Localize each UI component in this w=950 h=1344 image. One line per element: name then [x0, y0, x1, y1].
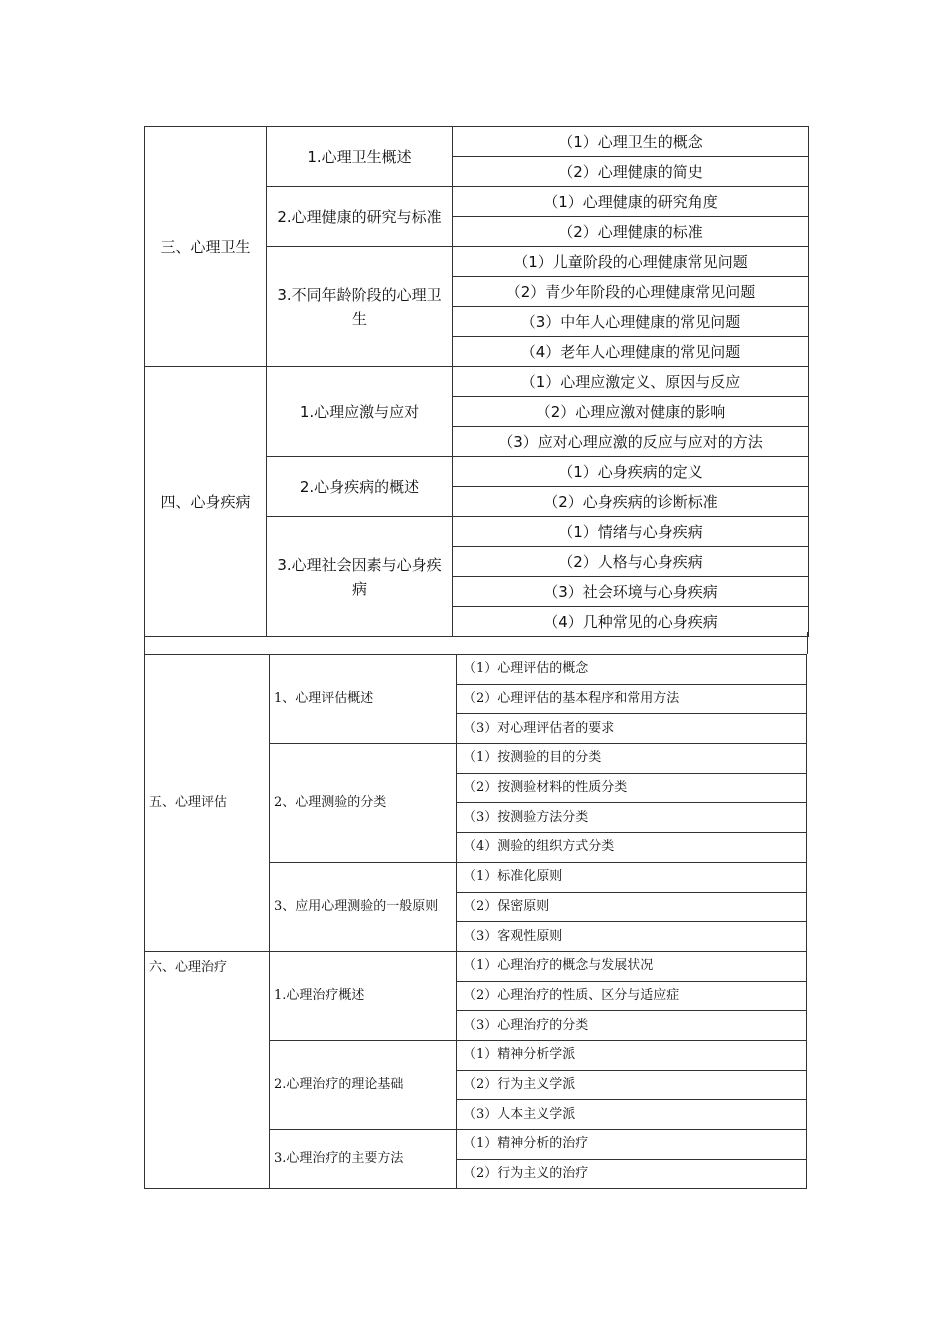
table-row [145, 127, 809, 157]
syllabus-table-lower [144, 654, 807, 1189]
topic-item: （2）心身疾病的诊断标准 [453, 487, 809, 517]
section-title: 四、心身疾病 [145, 367, 267, 637]
topic-item: （1）按测验的目的分类 [457, 744, 807, 774]
subsection-title: 2.心身疾病的概述 [267, 457, 453, 517]
subsection-title: 1.心理应激与应对 [267, 367, 453, 457]
topic-item: （3）心理治疗的分类 [457, 1011, 807, 1041]
topic-item: （2）按测验材料的性质分类 [457, 773, 807, 803]
subsection-title: 2.心理健康的研究与标准 [267, 187, 453, 247]
topic-item: （2）青少年阶段的心理健康常见问题 [453, 277, 809, 307]
topic-item: （3）社会环境与心身疾病 [453, 577, 809, 607]
section-title: 三、心理卫生 [145, 127, 267, 367]
topic-item: （2）人格与心身疾病 [453, 547, 809, 577]
topic-item: （1）心理健康的研究角度 [453, 187, 809, 217]
section-title: 六、心理治疗 [145, 951, 270, 1189]
topic-item: （3）客观性原则 [457, 922, 807, 952]
topic-item: （1）精神分析的治疗 [457, 1130, 807, 1160]
topic-item: （2）心理健康的标准 [453, 217, 809, 247]
subsection-title: 2、心理测验的分类 [270, 744, 457, 863]
table-row [145, 655, 807, 685]
topic-item: （2）行为主义的治疗 [457, 1159, 807, 1189]
subsection-title: 3.心理治疗的主要方法 [270, 1130, 457, 1189]
topic-item: （2）心理应激对健康的影响 [453, 397, 809, 427]
topic-item: （1）心理评估的概念 [457, 655, 807, 685]
topic-item: （3）中年人心理健康的常见问题 [453, 307, 809, 337]
subsection-title: 1.心理治疗概述 [270, 951, 457, 1040]
subsection-title: 3.心理社会因素与心身疾病 [267, 517, 453, 637]
topic-item: （1）心理治疗的概念与发展状况 [457, 951, 807, 981]
syllabus-table-upper [144, 126, 809, 637]
topic-item: （3）人本主义学派 [457, 1100, 807, 1130]
table-row [145, 367, 809, 397]
topic-item: （1）心理卫生的概念 [453, 127, 809, 157]
topic-item: （3）按测验方法分类 [457, 803, 807, 833]
topic-item: （3）应对心理应激的反应与应对的方法 [453, 427, 809, 457]
topic-item: （2）心理评估的基本程序和常用方法 [457, 684, 807, 714]
topic-item: （1）心身疾病的定义 [453, 457, 809, 487]
subsection-title: 3.不同年龄阶段的心理卫生 [267, 247, 453, 367]
topic-item: （4）测验的组织方式分类 [457, 833, 807, 863]
topic-item: （1）情绪与心身疾病 [453, 517, 809, 547]
subsection-title: 1.心理卫生概述 [267, 127, 453, 187]
subsection-title: 2.心理治疗的理论基础 [270, 1040, 457, 1129]
topic-item: （1）精神分析学派 [457, 1040, 807, 1070]
topic-item: （2）心理治疗的性质、区分与适应症 [457, 981, 807, 1011]
topic-item: （1）标准化原则 [457, 862, 807, 892]
topic-item: （4）老年人心理健康的常见问题 [453, 337, 809, 367]
topic-item: （4）几种常见的心身疾病 [453, 607, 809, 637]
topic-item: （3）对心理评估者的要求 [457, 714, 807, 744]
subsection-title: 1、心理评估概述 [270, 655, 457, 744]
topic-item: （2）保密原则 [457, 892, 807, 922]
table-row [145, 951, 807, 981]
topic-item: （2）心理健康的简史 [453, 157, 809, 187]
topic-item: （1）心理应激定义、原因与反应 [453, 367, 809, 397]
subsection-title: 3、应用心理测验的一般原则 [270, 862, 457, 951]
section-title: 五、心理评估 [145, 655, 270, 952]
topic-item: （2）行为主义学派 [457, 1070, 807, 1100]
topic-item: （1）儿童阶段的心理健康常见问题 [453, 247, 809, 277]
